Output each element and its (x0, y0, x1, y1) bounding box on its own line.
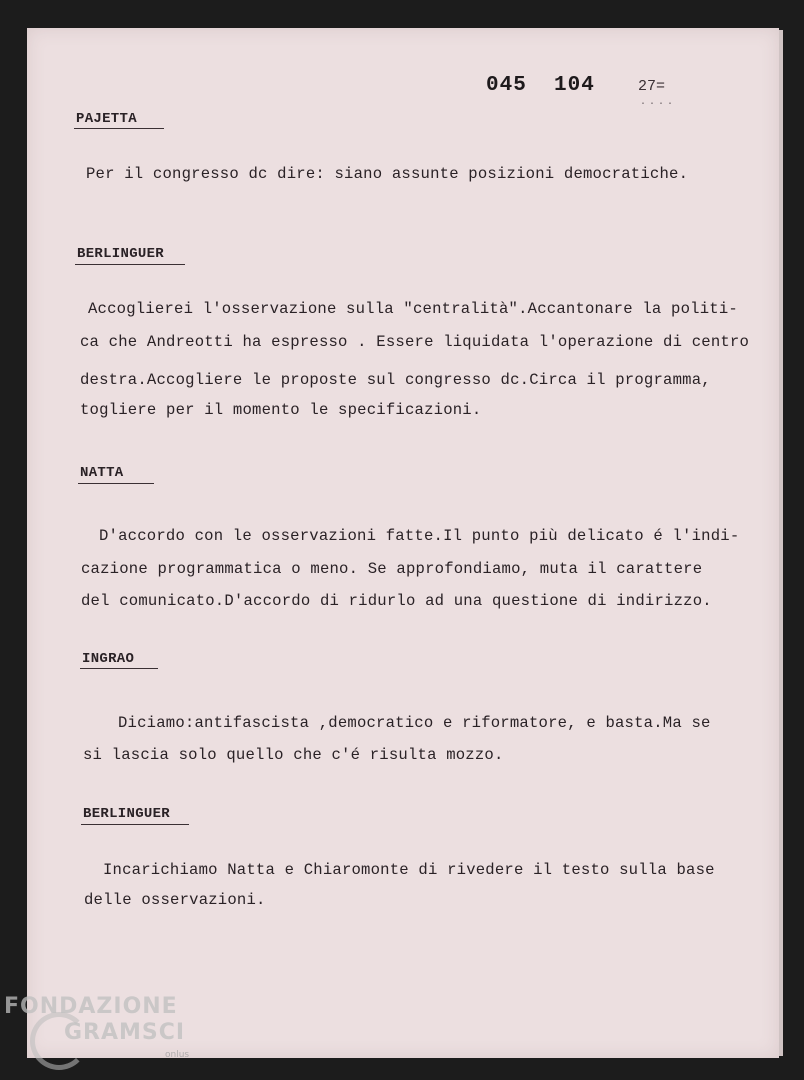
speaker-underline (80, 668, 158, 669)
text-line: togliere per il momento le specificazioni. (80, 401, 482, 419)
text-line: delle osservazioni. (84, 891, 266, 909)
document-number-part-a: 045 (486, 74, 527, 97)
speaker-heading: PAJETTA (76, 111, 137, 127)
speaker-heading: BERLINGUER (77, 246, 165, 262)
watermark-line-1: FONDAZIONE (4, 994, 178, 1019)
page-number: 27= (638, 78, 666, 95)
watermark-subtitle: onlus (165, 1050, 190, 1060)
speaker-heading: NATTA (80, 465, 124, 481)
page-edge (779, 30, 783, 1056)
text-line: ca che Andreotti ha espresso . Essere liquidata l'operazione di centro (80, 333, 750, 351)
page-number-dots: .... (640, 97, 677, 108)
watermark-line-2: GRAMSCI (64, 1020, 186, 1045)
speaker-heading: BERLINGUER (83, 806, 171, 822)
text-line: Incarichiamo Natta e Chiaromonte di rivedere il testo sulla base (103, 861, 715, 879)
text-line: Accoglierei l'osservazione sulla "centralità".Accantonare la politi- (88, 300, 738, 318)
text-line: si lascia solo quello che c'é risulta mozzo. (83, 746, 504, 764)
text-line: cazione programmatica o meno. Se approfondiamo, muta il carattere (81, 560, 703, 578)
document-number (486, 74, 595, 97)
speaker-underline (75, 264, 185, 265)
text-line: Per il congresso dc dire: siano assunte posizioni democratiche. (86, 165, 689, 183)
speaker-underline (78, 483, 154, 484)
text-line: Diciamo:antifascista ,democratico e riformatore, e basta.Ma se (118, 714, 711, 732)
speaker-underline (74, 128, 164, 129)
text-line: D'accordo con le osservazioni fatte.Il punto più delicato é l'indi- (99, 527, 740, 545)
speaker-heading: INGRAO (82, 651, 135, 667)
watermark-logo (4, 994, 185, 1046)
document-number-part-b: 104 (554, 74, 595, 97)
text-line: destra.Accogliere le proposte sul congresso dc.Circa il programma, (80, 371, 711, 389)
speaker-underline (81, 824, 189, 825)
text-line: del comunicato.D'accordo di ridurlo ad una questione di indirizzo. (81, 592, 712, 610)
